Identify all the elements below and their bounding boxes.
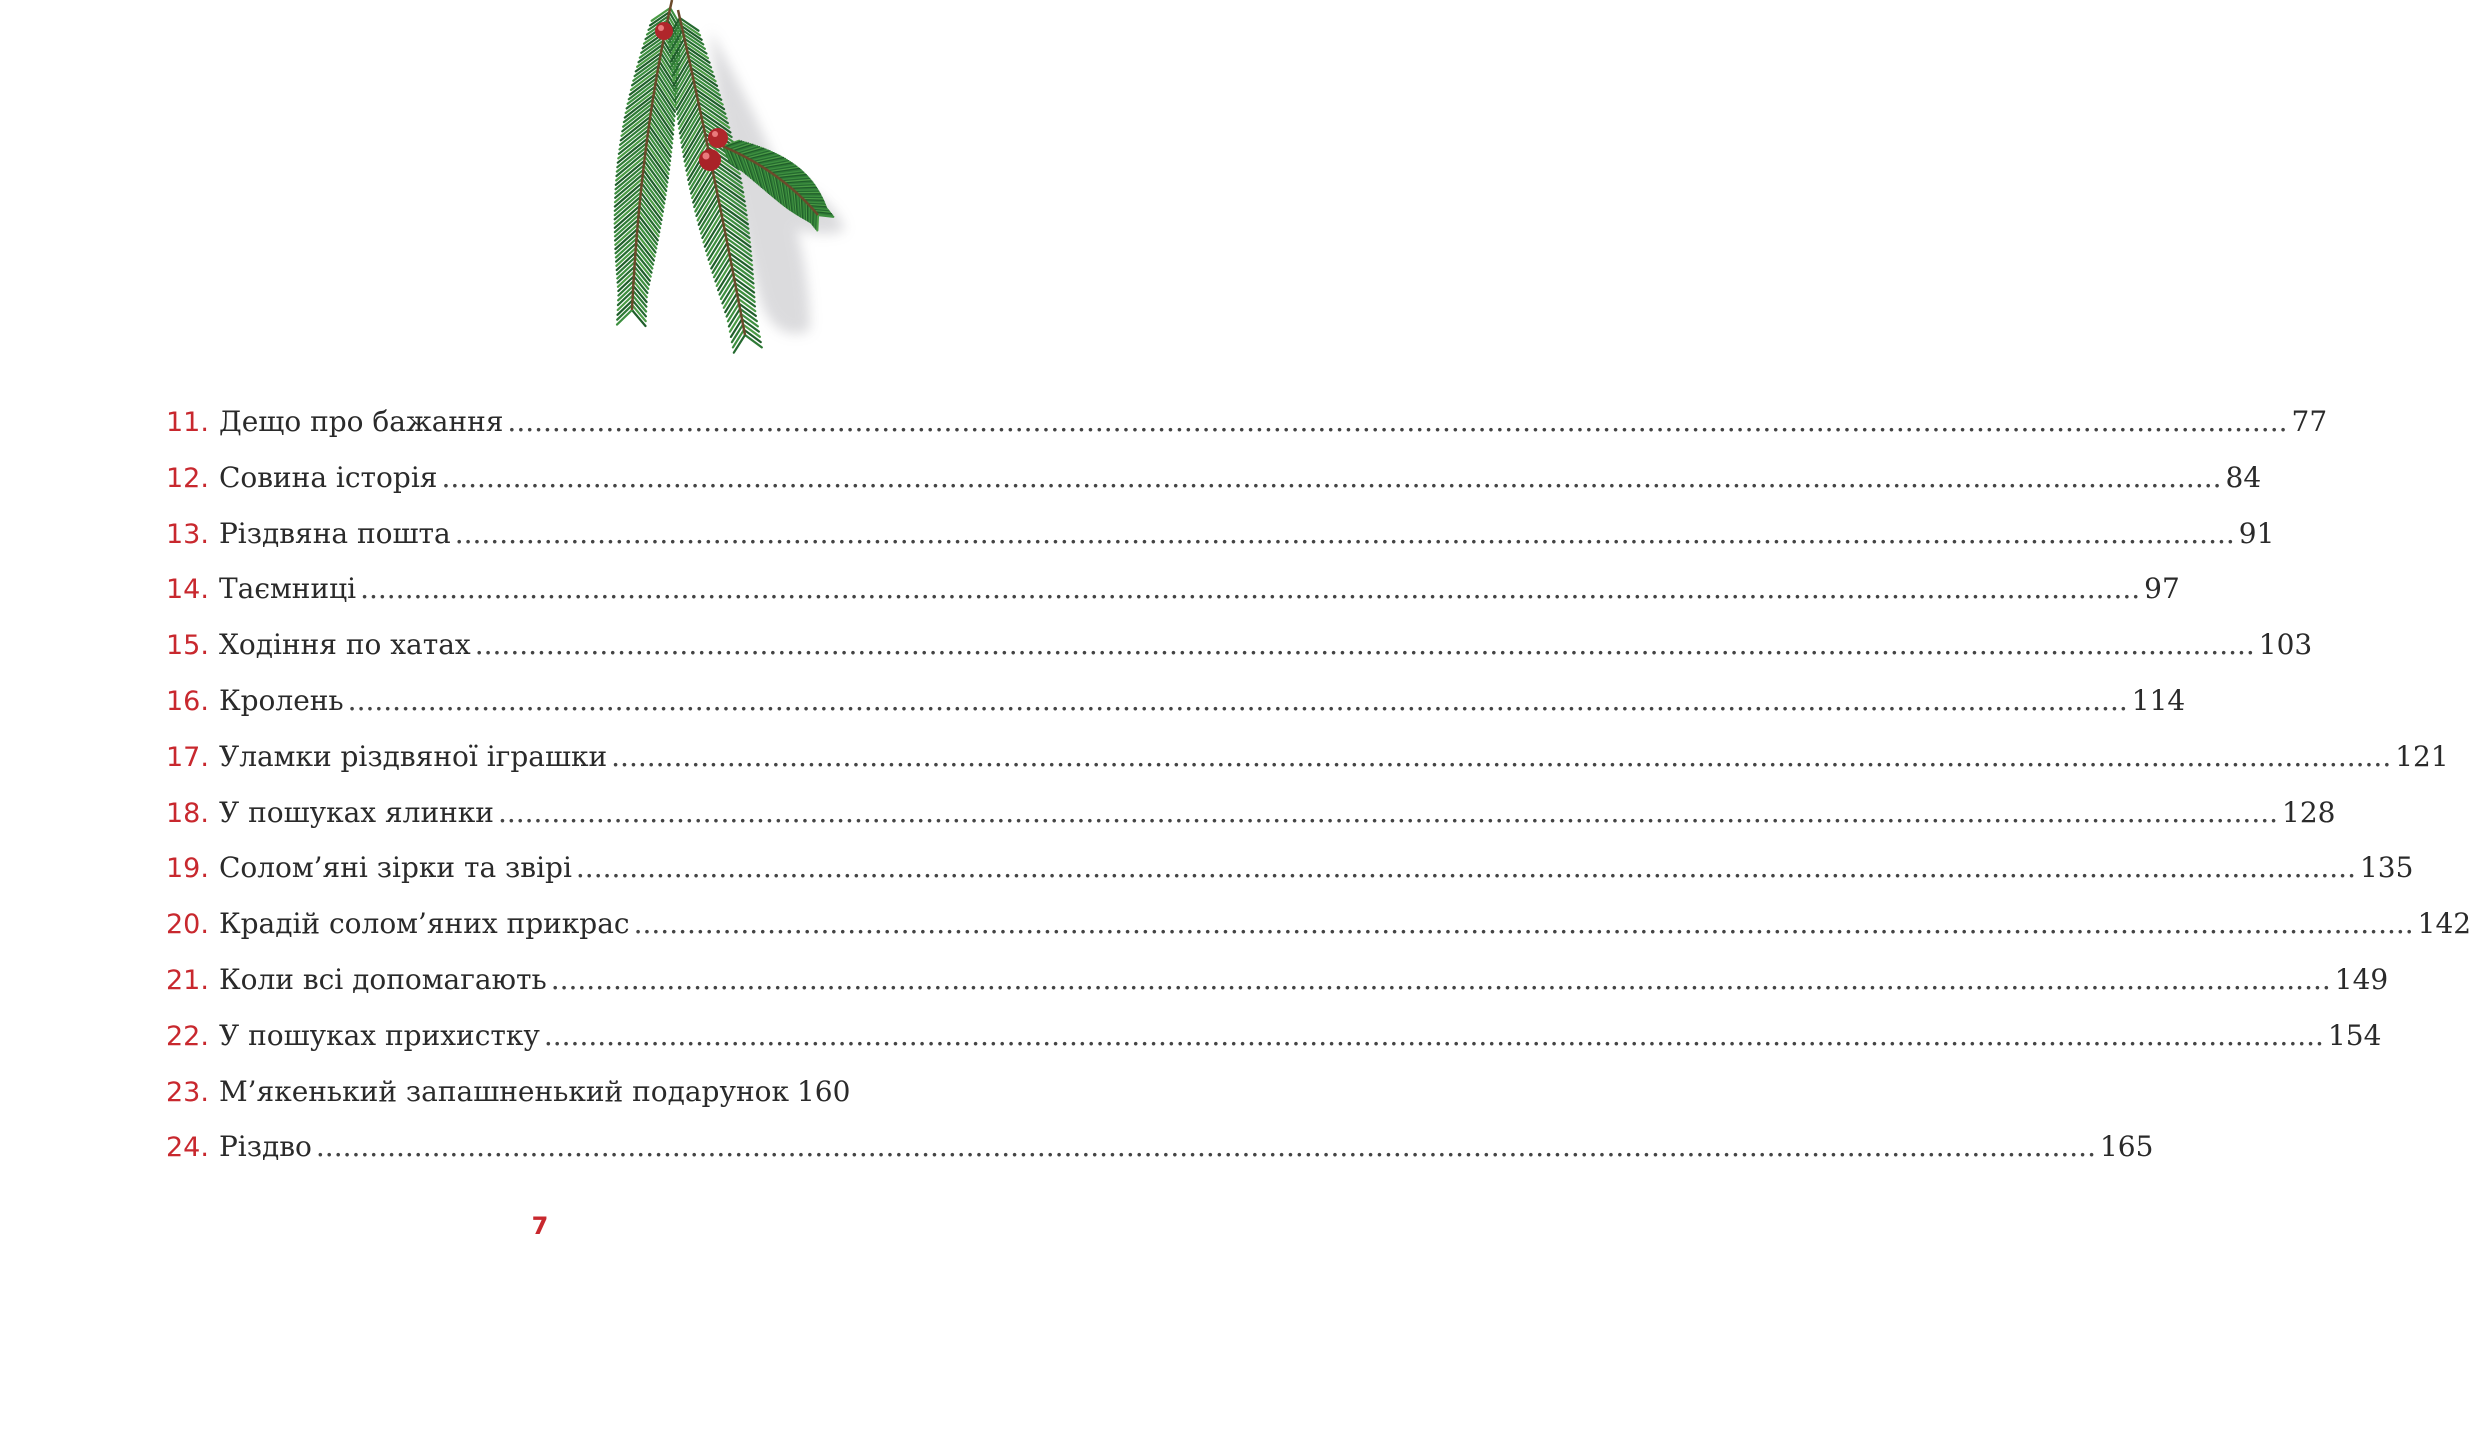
chapter-page-number: 91 bbox=[2238, 516, 2275, 550]
chapter-number: 21. bbox=[166, 964, 209, 996]
dot-leader: ........................................................................................................................................................................................................ bbox=[543, 1018, 2324, 1052]
dot-leader: ........................................................................................................................................................................................................ bbox=[633, 907, 2414, 941]
chapter-page-number: 121 bbox=[2395, 739, 2449, 773]
toc-entry bbox=[166, 785, 2336, 841]
toc-entry bbox=[166, 673, 2186, 729]
chapter-title: Кролень bbox=[218, 683, 344, 717]
chapter-title: У пошуках ялинки bbox=[218, 795, 494, 829]
chapter-number: 17. bbox=[166, 741, 209, 773]
chapter-page-number: 97 bbox=[2144, 572, 2180, 606]
chapter-title: Дещо про бажання bbox=[218, 405, 504, 438]
dot-leader: ........................................................................................................................................................................................................ bbox=[454, 516, 2235, 550]
toc-entry bbox=[166, 1064, 851, 1120]
dot-leader: ........................................................................................................................................................................................................ bbox=[315, 1130, 2096, 1164]
toc-entry bbox=[166, 729, 2449, 785]
toc-entry bbox=[166, 617, 2313, 673]
dot-leader: ........................................................................................................................................................................................................ bbox=[575, 851, 2356, 885]
pine-branch-with-berries-icon bbox=[560, 0, 860, 370]
chapter-number: 11. bbox=[166, 407, 209, 438]
dot-leader: ........................................................................................................................................................................................................ bbox=[550, 962, 2331, 996]
chapter-title: Солом’яні зірки та звірі bbox=[218, 851, 572, 885]
chapter-title: Різдвяна пошта bbox=[218, 516, 451, 550]
page-number: 7 bbox=[531, 1212, 549, 1240]
chapter-title: Уламки різдвяної іграшки bbox=[218, 739, 608, 773]
chapter-number: 14. bbox=[166, 574, 209, 606]
chapter-number: 16. bbox=[166, 685, 209, 717]
toc-entry bbox=[166, 561, 2180, 617]
dot-leader: ........................................................................................................................................................................................................ bbox=[474, 628, 2255, 662]
chapter-title: Крадій солом’яних прикрас bbox=[218, 907, 630, 941]
dot-leader: ........................................................................................................................................................................................................ bbox=[360, 572, 2141, 606]
table-of-contents bbox=[166, 394, 2471, 1175]
chapter-number: 22. bbox=[166, 1020, 209, 1052]
chapter-title: Ходіння по хатах bbox=[218, 628, 471, 662]
toc-entry bbox=[166, 450, 2262, 506]
toc-entry bbox=[166, 506, 2275, 562]
chapter-title: У пошуках прихистку bbox=[218, 1018, 540, 1052]
chapter-title: Різдво bbox=[218, 1130, 312, 1164]
chapter-page-number: 135 bbox=[2359, 851, 2414, 885]
chapter-page-number: 165 bbox=[2099, 1130, 2154, 1164]
toc-entry bbox=[166, 394, 2328, 450]
chapter-title: Коли всі допомагають bbox=[218, 962, 547, 996]
chapter-number: 20. bbox=[166, 909, 209, 941]
chapter-title: М’якенький запашненький подарунок bbox=[218, 1074, 789, 1108]
chapter-page-number: 142 bbox=[2417, 907, 2471, 941]
dot-leader: ........................................................................................................................................................................................................ bbox=[347, 683, 2128, 717]
toc-entry bbox=[166, 952, 2389, 1008]
chapter-number: 23. bbox=[166, 1076, 209, 1108]
chapter-page-number: 149 bbox=[2334, 962, 2389, 996]
chapter-page-number: 160 bbox=[796, 1074, 851, 1108]
chapter-title: Таємниці bbox=[218, 572, 357, 606]
chapter-number: 24. bbox=[166, 1132, 209, 1164]
toc-entry bbox=[166, 840, 2414, 896]
chapter-title: Совина історія bbox=[218, 460, 438, 494]
chapter-number: 19. bbox=[166, 853, 209, 885]
chapter-number: 15. bbox=[166, 630, 209, 662]
chapter-number: 13. bbox=[166, 518, 209, 550]
chapter-number: 18. bbox=[166, 797, 209, 829]
toc-entry bbox=[166, 1008, 2382, 1064]
dot-leader: ........................................................................................................................................................................................................ bbox=[441, 460, 2222, 494]
chapter-number: 12. bbox=[166, 462, 209, 494]
chapter-page-number: 114 bbox=[2131, 683, 2186, 717]
chapter-page-number: 128 bbox=[2282, 795, 2336, 829]
chapter-page-number: 84 bbox=[2225, 460, 2262, 494]
pine-needle bbox=[817, 215, 818, 230]
toc-entry bbox=[166, 1119, 2154, 1175]
chapter-page-number: 77 bbox=[2291, 405, 2328, 438]
chapter-page-number: 103 bbox=[2258, 628, 2313, 662]
chapter-page-number: 154 bbox=[2327, 1018, 2382, 1052]
toc-entry bbox=[166, 896, 2471, 952]
dot-leader: ........................................................................................................................................................................................................ bbox=[497, 795, 2279, 829]
dot-leader: ........................................................................................................................................................................................................ bbox=[507, 405, 2288, 438]
dot-leader: ........................................................................................................................................................................................................ bbox=[611, 739, 2392, 773]
